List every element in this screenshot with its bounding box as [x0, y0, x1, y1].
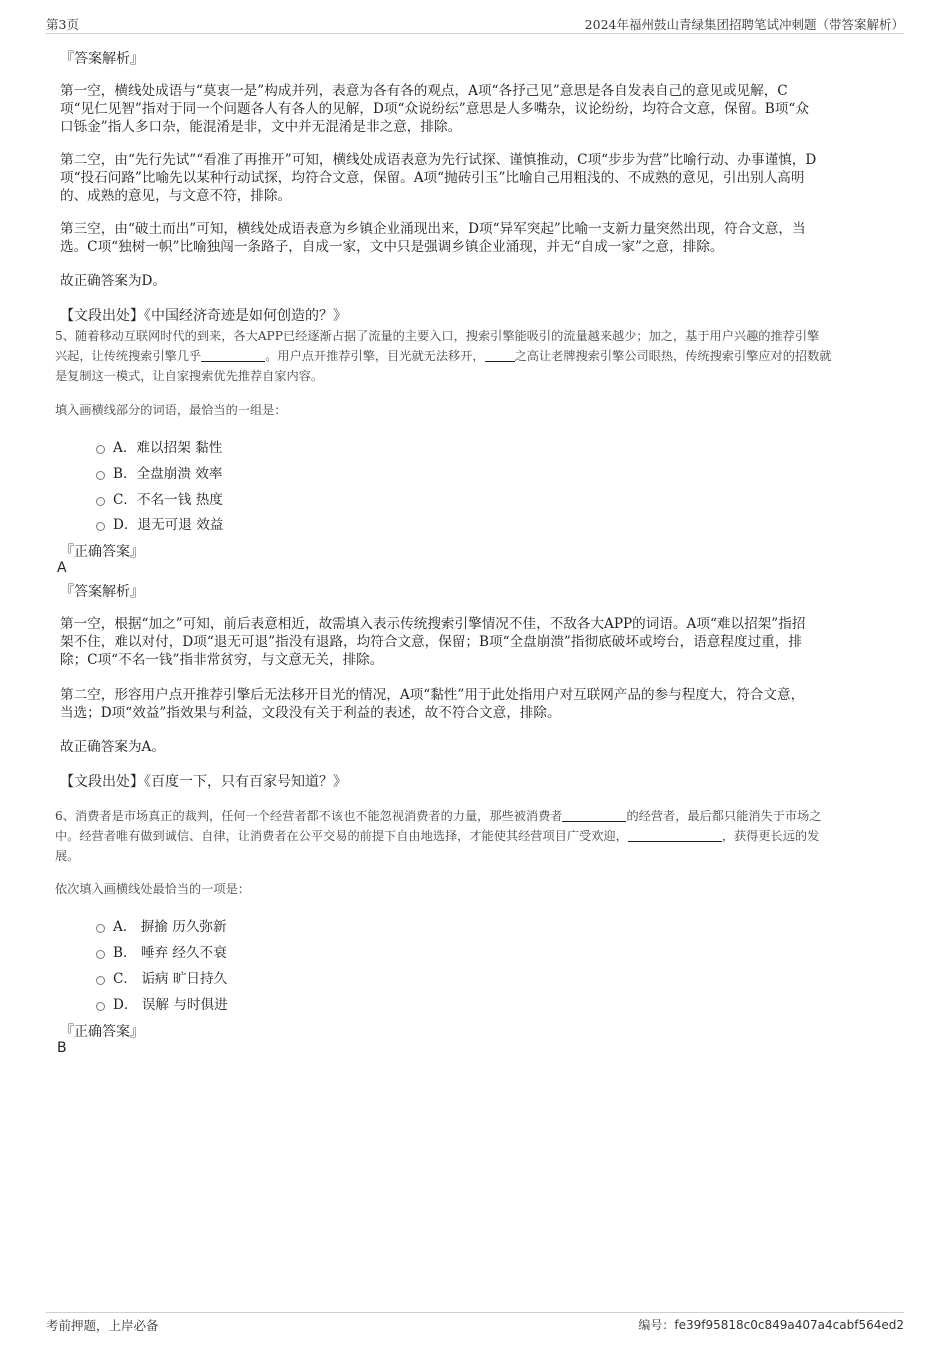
- answer-blank: [628, 829, 722, 842]
- text-line: 项“见仁见智”指对于同一个问题各人有各人的见解，D项“众说纷纭”意思是人多嘴杂，议论纷纷，均符合文意，保留。B项“众: [60, 101, 809, 117]
- text-line: 第一空，根据“加之”可知，前后表意相近，故需填入表示传统搜索引擎情况不佳，不敌各大APP的词语。A项“难以招架”指招: [60, 616, 806, 632]
- correct-answer: B: [57, 1040, 67, 1056]
- text-line: 第二空，形容用户点开推荐引擎后无法移开目光的情况，A项“黏性”用于此处指用户对互联网产品的参与程度大，符合文意，: [60, 687, 805, 703]
- text-line: 是复制这一模式，让自家搜索优先推荐自家内容。: [55, 369, 324, 383]
- text-line: 除；C项“不名一钱”指非常贫穷，与文意无关，排除。: [60, 652, 384, 668]
- correct-answer-label: 『正确答案』: [60, 544, 144, 560]
- text-line: 兴起，让传统搜索引擎几乎 。用户点开推荐引擎，目光就无法移开， 之高让老牌搜索引擎公司眼热，传统搜索引擎应对的招数就: [55, 349, 832, 363]
- text-line: 架不住，难以对付，D项“退无可退”指没有退路，均符合文意，保留；B项“全盘崩溃”指彻底破坏或垮台，语意程度过重，排: [60, 634, 802, 650]
- question-6-prompt: 依次填入画横线处最恰当的一项是：: [55, 882, 250, 896]
- radio-button-icon[interactable]: [96, 497, 105, 506]
- analysis-paragraph-1: [60, 82, 809, 136]
- document-title: 2024年福州鼓山青绿集团招聘笔试冲刺题（带答案解析）: [584, 17, 904, 32]
- footer-slogan: 考前押题，上岸必备: [46, 1318, 159, 1333]
- radio-button-icon[interactable]: [96, 950, 105, 959]
- correct-answer: A: [57, 560, 67, 576]
- page-number: 第3页: [46, 17, 79, 32]
- analysis-paragraph-3: [60, 220, 806, 256]
- text-line: 6、消费者是市场真正的裁判，任何一个经营者都不该也不能忽视消费者的力量，那些被消费者 的经营者，最后都只能消失于市场之: [55, 809, 822, 823]
- text-line: 口铄金”指人多口杂，能混淆是非，文中并无混淆是非之意，排除。: [60, 119, 462, 135]
- radio-button-icon[interactable]: [96, 976, 105, 985]
- question-5-prompt: 填入画横线部分的词语，最恰当的一组是：: [55, 403, 287, 417]
- text-line: 展。: [55, 849, 80, 863]
- page-header: [46, 13, 904, 34]
- page-footer: [46, 1312, 904, 1337]
- answer-blank: [201, 349, 265, 362]
- text-line: 中。经营者唯有做到诚信、自律，让消费者在公平交易的前提下自由地选择，才能使其经营项目广受欢迎， ，获得更长远的发: [55, 829, 820, 843]
- analysis-paragraph-2: [60, 151, 816, 205]
- text-line: 项“投石问路”比喻先以某种行动试探，均符合文意，保留。A项“抛砖引玉”比喻自己用粗浅的、不成熟的意见，引出别人高明: [60, 170, 805, 186]
- text-line: 第一空，横线处成语与“莫衷一是”构成并列，表意为各有各的观点，A项“各抒己见”意思是各自发表自己的意见或见解，C: [60, 83, 788, 99]
- question-5-stem: [55, 326, 832, 386]
- analysis-label: 『答案解析』: [60, 584, 144, 600]
- document-id: 编号：fe39f95818c0c849a407a4cabf564ed2: [638, 1318, 904, 1332]
- analysis-paragraph-1: [60, 615, 805, 669]
- option-c[interactable]: C．不名一钱 热度: [96, 488, 223, 510]
- question-6-stem: [55, 806, 821, 866]
- conclusion: 故正确答案为A。: [60, 739, 165, 755]
- radio-button-icon[interactable]: [96, 445, 105, 454]
- option-d[interactable]: D． 误解 与时俱进: [96, 993, 228, 1015]
- option-a[interactable]: A． 摒揄 历久弥新: [96, 915, 227, 937]
- correct-answer-label: 『正确答案』: [60, 1024, 144, 1040]
- radio-button-icon[interactable]: [96, 522, 105, 531]
- conclusion: 故正确答案为D。: [60, 273, 167, 289]
- source-citation: 【文段出处】《中国经济奇迹是如何创造的？》: [60, 308, 347, 324]
- text-line: 第二空，由“先行先试”“看准了再推开”可知，横线处成语表意为先行试探、谨慎推动，C项“步步为营”比喻行动、办事谨慎，D: [60, 152, 817, 168]
- option-c[interactable]: C． 诟病 旷日持久: [96, 967, 227, 989]
- analysis-paragraph-2: [60, 686, 804, 722]
- text-line: 当选；D项“效益”指效果与利益，文段没有关于利益的表述，故不符合文意，排除。: [60, 705, 561, 721]
- text-line: 选。C项“独树一帜”比喻独闯一条路子，自成一家，文中只是强调乡镇企业涌现，并无“自成一家”之意，排除。: [60, 239, 724, 255]
- analysis-label: 『答案解析』: [60, 51, 144, 67]
- text-line: 的、成熟的意见，与文意不符，排除。: [60, 188, 292, 204]
- radio-button-icon[interactable]: [96, 471, 105, 480]
- option-b[interactable]: B．全盘崩溃 效率: [96, 462, 222, 484]
- text-line: 第三空，由“破土而出”可知，横线处成语表意为乡镇企业涌现出来，D项“异军突起”比喻一支新力量突然出现，符合文意，当: [60, 221, 806, 237]
- answer-blank: [562, 809, 626, 822]
- answer-blank: [485, 349, 515, 362]
- text-line: 5、随着移动互联网时代的到来，各大APP已经逐渐占据了流量的主要入口，搜索引擎能吸引的流量越来越少；加之，基于用户兴趣的推荐引擎: [55, 329, 820, 343]
- option-a[interactable]: A．难以招架 黏性: [96, 436, 222, 458]
- radio-button-icon[interactable]: [96, 924, 105, 933]
- option-b[interactable]: B． 唾弃 经久不衰: [96, 941, 227, 963]
- option-d[interactable]: D．退无可退 效益: [96, 513, 223, 535]
- radio-button-icon[interactable]: [96, 1002, 105, 1011]
- source-citation: 【文段出处】《百度一下，只有百家号知道？》: [60, 774, 347, 790]
